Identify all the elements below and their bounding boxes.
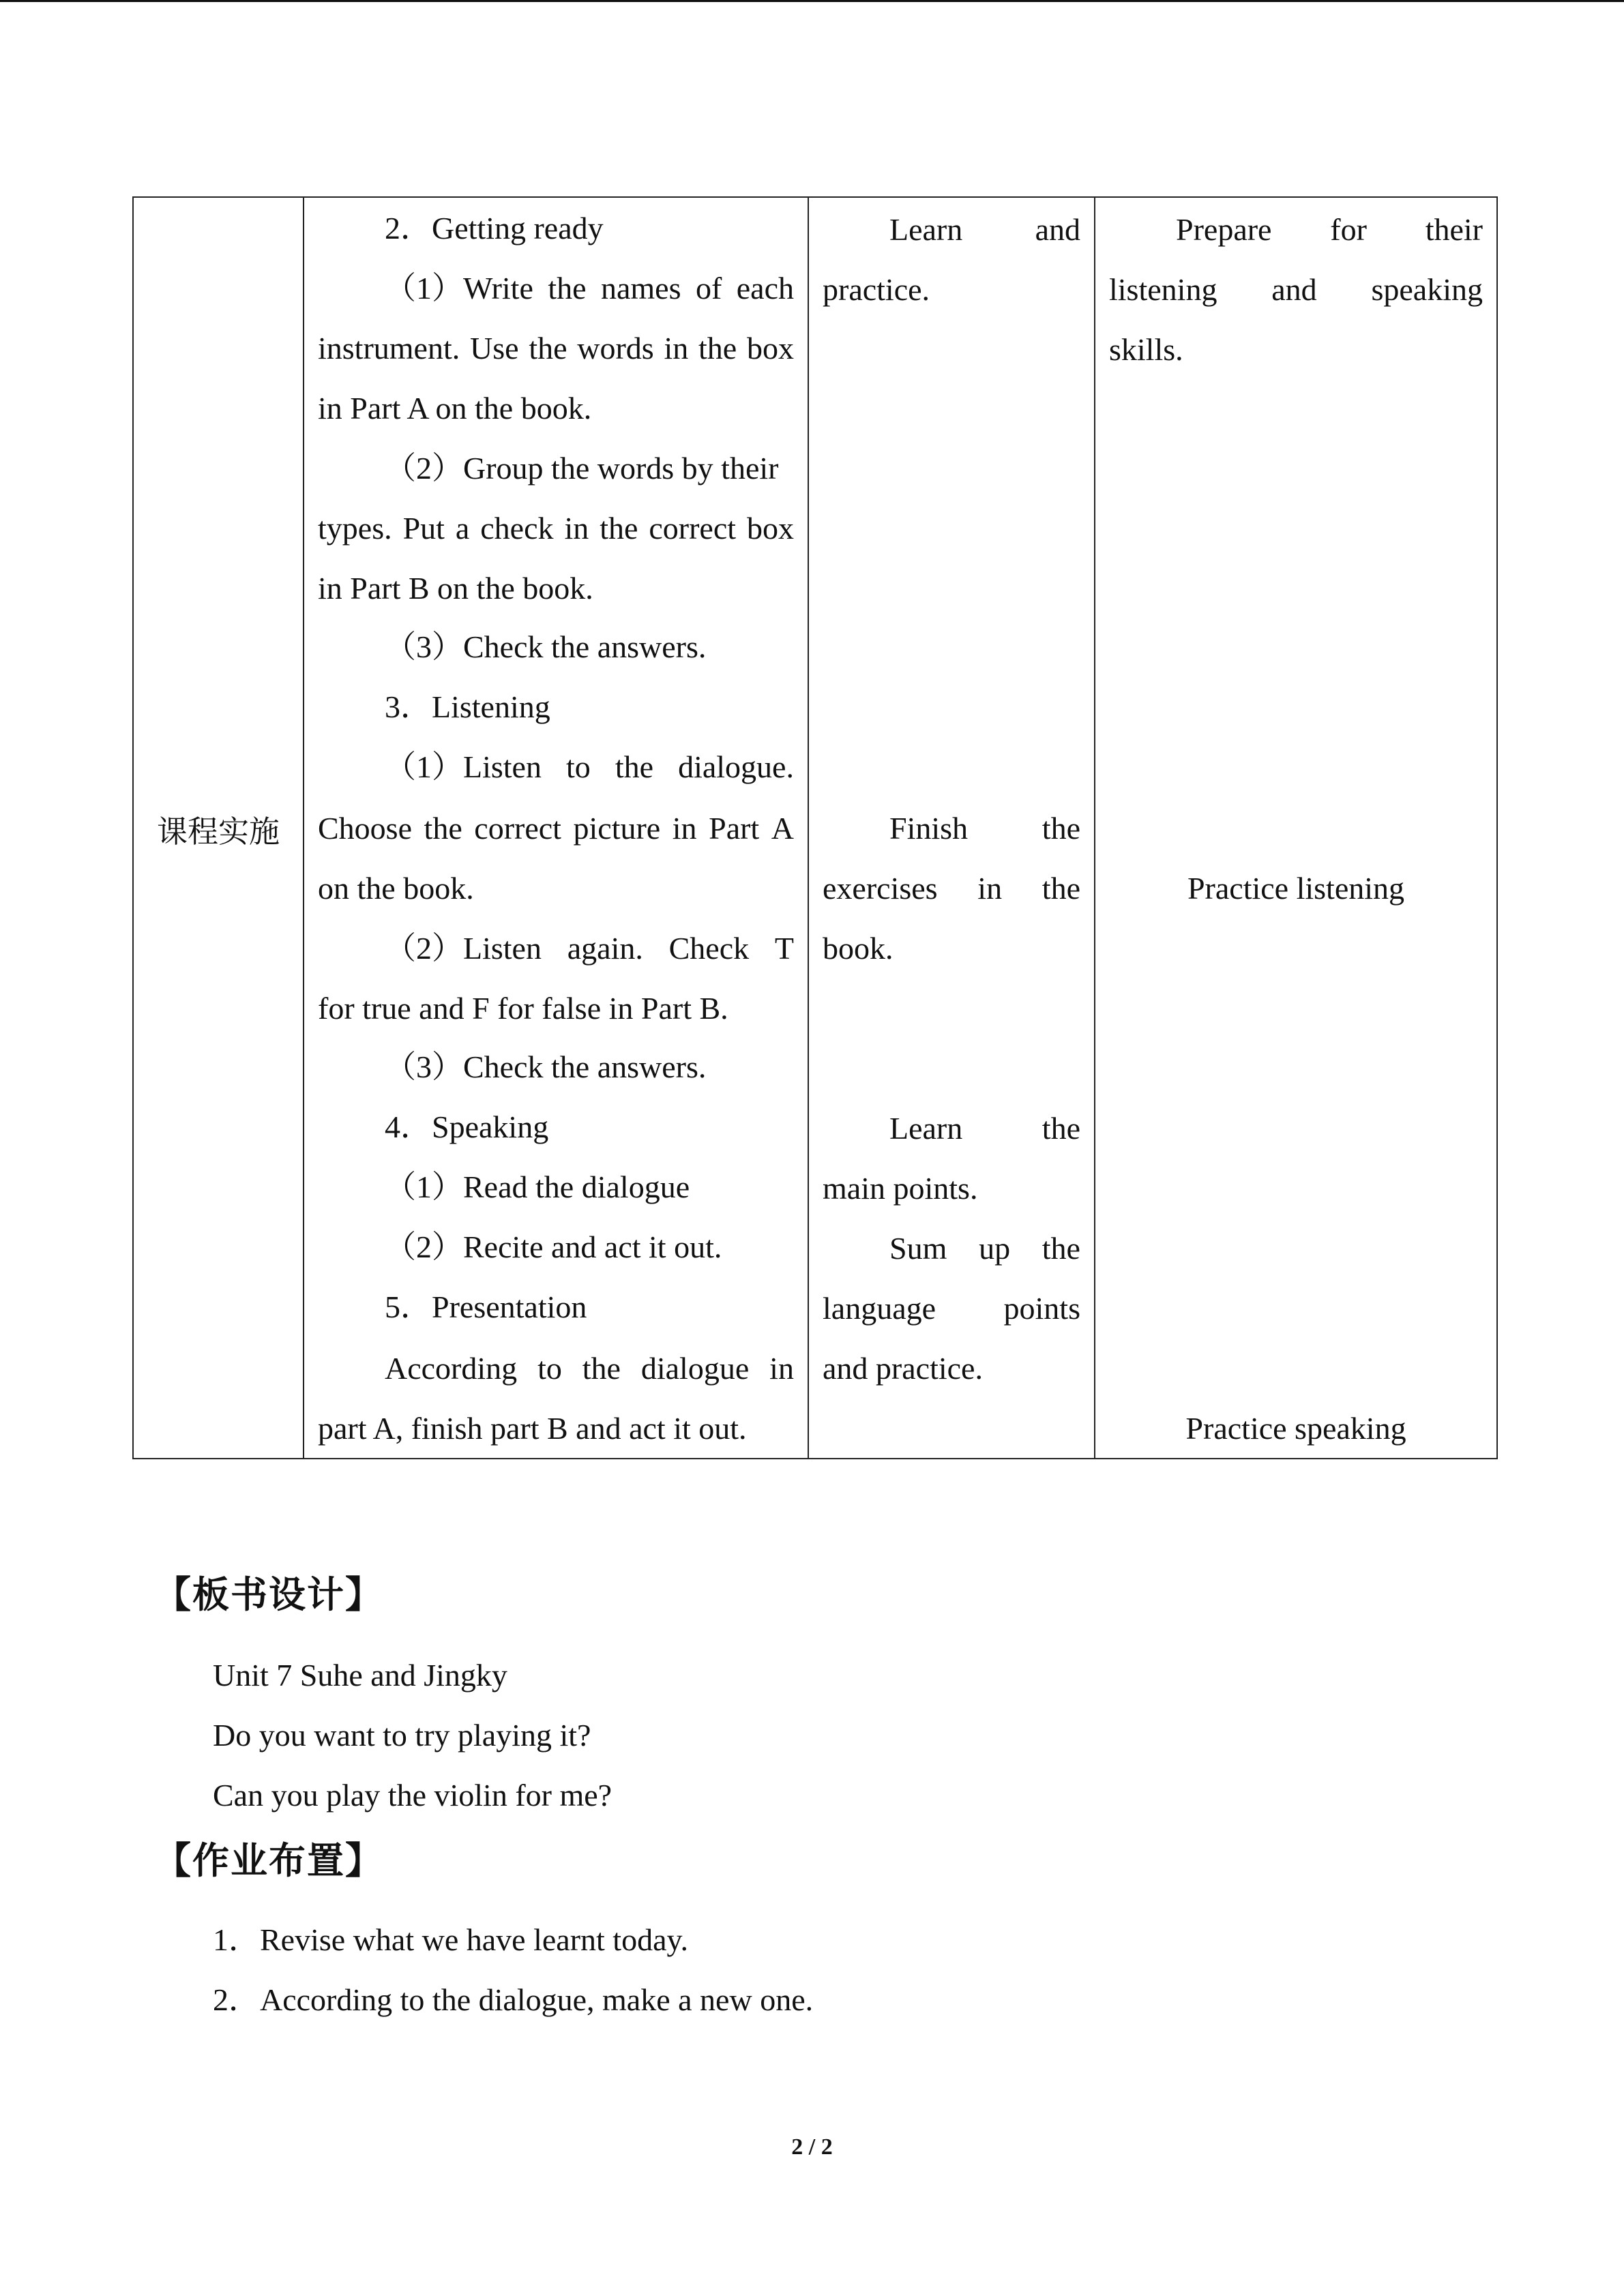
step-line: （2）Group the words by their [385, 451, 779, 486]
aim-line: listening and speaking [1109, 272, 1483, 307]
step-line: 5．Presentation [385, 1289, 587, 1324]
activity-line: book. [823, 931, 894, 966]
aim-line: Practice listening [1187, 871, 1405, 906]
activities-cell [808, 197, 1095, 1459]
top-rule [0, 0, 1624, 2]
board-design-heading: 【板书设计】 [154, 1573, 383, 1616]
steps-cell [304, 197, 808, 1459]
step-line: Choose the correct picture in Part A [318, 811, 794, 846]
homework-item: 1．Revise what we have learnt today. [213, 1922, 689, 1957]
activity-line: Sum up the [889, 1231, 1080, 1266]
step-line: （1）Listen to the dialogue. [385, 749, 794, 784]
step-line: 2．Getting ready [385, 211, 604, 245]
aim-line: skills. [1109, 332, 1183, 367]
activity-line: main points. [823, 1171, 978, 1206]
step-line: （3）Check the answers. [385, 1049, 707, 1084]
activity-line: language points [823, 1291, 1080, 1326]
step-line: According to the dialogue in [385, 1351, 794, 1386]
activity-line: exercises in the [823, 871, 1080, 906]
lesson-table [132, 196, 1498, 1459]
homework-heading: 【作业布置】 [154, 1839, 383, 1882]
aims-cell [1095, 197, 1497, 1459]
step-line: （2）Recite and act it out. [385, 1229, 722, 1264]
step-line: （1）Read the dialogue [385, 1169, 690, 1204]
step-line: on the book. [318, 871, 474, 906]
step-line: 4．Speaking [385, 1109, 549, 1144]
table-row [133, 197, 1497, 1459]
step-line: types. Put a check in the correct box [318, 511, 794, 546]
activity-line: Finish the [889, 811, 1080, 846]
step-line: （1）Write the names of each [385, 271, 794, 305]
activity-line: Learn and [889, 212, 1080, 247]
activity-line: Learn the [889, 1111, 1080, 1146]
aim-line: Prepare for their [1176, 212, 1483, 247]
step-line: part A, finish part B and act it out. [318, 1411, 747, 1446]
board-design-line: Can you play the violin for me? [213, 1778, 612, 1813]
step-line: in Part A on the book. [318, 391, 592, 426]
board-design-line: Do you want to try playing it? [213, 1718, 591, 1753]
step-line: （2）Listen again. Check T [385, 931, 794, 966]
step-line: 3．Listening [385, 689, 550, 724]
step-line: instrument. Use the words in the box [318, 331, 794, 366]
step-line: in Part B on the book. [318, 571, 593, 606]
activity-line: and practice. [823, 1351, 983, 1386]
step-line: （3）Check the answers. [385, 629, 707, 664]
stage-label: 课程实施 [156, 814, 280, 850]
aim-line: Practice speaking [1185, 1411, 1406, 1446]
board-design-line: Unit 7 Suhe and Jingky [213, 1658, 507, 1693]
stage-label-cell [133, 197, 304, 1459]
step-line: for true and F for false in Part B. [318, 991, 728, 1026]
homework-item: 2．According to the dialogue, make a new one. [213, 1982, 814, 2017]
activity-line: practice. [823, 272, 930, 307]
page-indicator: 2 / 2 [791, 2134, 833, 2160]
